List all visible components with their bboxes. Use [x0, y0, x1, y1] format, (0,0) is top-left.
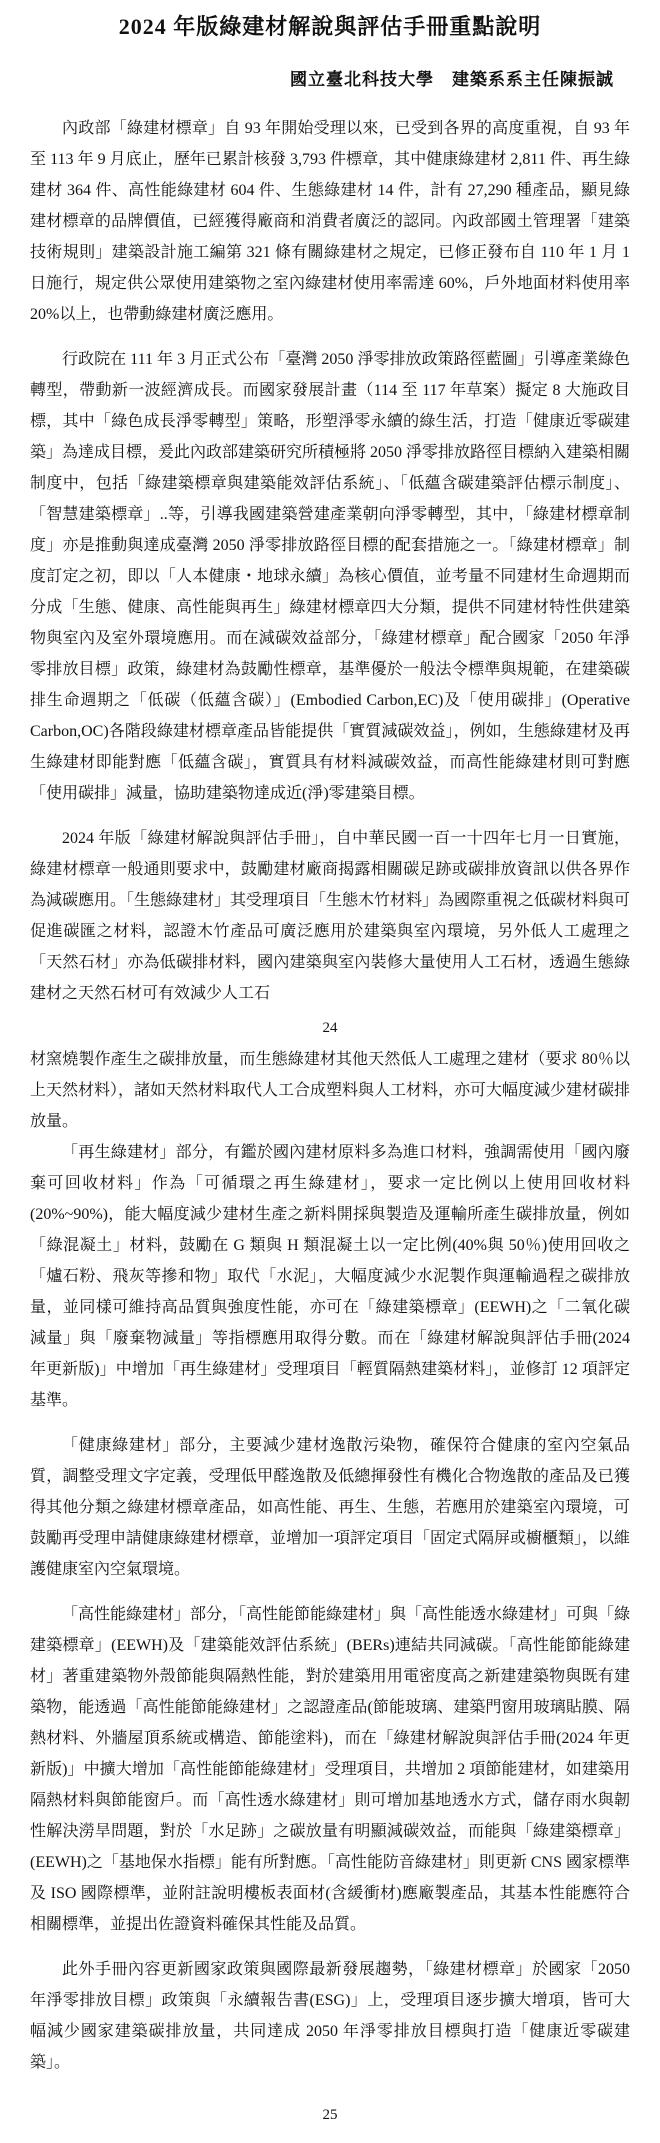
paragraph-4: 「再生綠建材」部分，有鑑於國內建材原料多為進口材料，強調需使用「國內廢棄可回收材料」作為「可循環之再生綠建材」，要求一定比例以上使用回收材料(20%~90%)，能大幅度減少建材生產之新料開採與製造及運輸所產生碳排放量，例如「綠混凝土」材料，鼓勵在 G 類與 H 類混凝土以一定比例(40%與 50％)使用回收之「爐石粉、飛灰等摻和物」取代「水泥」，大幅度減少水泥製作與運輸過程之碳排放量，並同樣可維持高品質與強度性能，亦可在「綠建築標章」(EEWH)之「二氧化碳減量」與「廢棄物減量」等指標應用取得分數。而在「綠建材解說與評估手冊(2024 年更新版)」中增加「再生綠建材」受理項目「輕質隔熱建築材料」，並修訂 12 項評定基準。	[30, 1144, 630, 1409]
document-title: 2024 年版綠建材解說與評估手冊重點說明	[118, 14, 542, 39]
paragraph-6: 「高性能綠建材」部分，「高性能節能綠建材」與「高性能透水綠建材」可與「綠建築標章」(EEWH)及「建築能效評估系統」(BERs)連結共同減碳。「高性能節能綠建材」著重建築物外殼節能與隔熱性能，對於建築用用電密度高之新建建築物與既有建築物，能透過「高性能節能綠建材」之認證產品(節能玻璃、建築門窗用玻璃貼膜、隔熱材料、外牆屋頂系統或構造、節能塗料)，而在「綠建材解說與評估手冊(2024 年更新版)」中擴大增加「高性能節能綠建材」受理項目，共增加 2 項節能建材，如建築用隔熱材料與節能窗戶。而「高性透水綠建材」則可增加基地透水方式，儲存雨水與韌性解決澇旱問題，對於「水足跡」之碳放量有明顯減碳效益，而能與「綠建築標章」(EEWH)之「基地保水指標」能有所對應。「高性能防音綠建材」則更新 CNS 國家標準及 ISO 國際標準，並附註說明樓板表面材(含緩衝材)應廠製產品，其基本性能應符合相關標準，並提出佐證資料確保其性能及品質。	[30, 1606, 631, 1933]
paragraph-7: 此外手冊內容更新國家政策與國際最新發展趨勢，「綠建材標章」於國家「2050 年淨零排放目標」政策與「永續報告書(ESG)」上，受理項目逐步擴大增項，皆可大幅減少國家建築碳排放量，共同達成 2050 年淨零排放目標與打造「健康近零碳建築」。	[30, 1961, 630, 2071]
paragraph-1: 內政部「綠建材標章」自 93 年開始受理以來，已受到各界的高度重視，自 93 年至 113 年 9 月底止，歷年已累計核發 3,793 件標章，其中健康綠建材 2,811 件、再生綠建材 364 件、高性能綠建材 604 件、生態綠建材 14 件，計有 27,290 種產品，顯見綠建材標章的品牌價值，已經獲得廠商和消費者廣泛的認同。內政部國土管理署「建築技術規則」建築設計施工編第 321 條有關綠建材之規定，已修正發布自 110 年 1 月 1 日施行，規定供公眾使用建築物之室內綠建材使用率需達 60%，戶外地面材料使用率 20%以上，也帶動綠建材廣泛應用。	[30, 120, 630, 323]
page-number-25: 25	[322, 2107, 338, 2123]
page-number-24: 24	[322, 1020, 338, 1036]
paragraph-3-part-1: 2024 年版「綠建材解說與評估手冊」，自中華民國一百一十四年七月一日實施，綠建材標章一般通則要求中，鼓勵建材廠商揭露相關碳足跡或碳排放資訊以供各界作為減碳應用。「生態綠建材」其受理項目「生態木竹材料」為國際重視之低碳材料與可促進碳匯之材料，認證木竹產品可廣泛應用於建築與室內環境，另外低人工處理之「天然石材」亦為低碳排材料，國內建築與室內裝修大量使用人工石材，透過生態綠建材之天然石材可有效減少人工石	[30, 830, 631, 1002]
paragraph-3-part-2: 材窯燒製作產生之碳排放量，而生態綠建材其他天然低人工處理之建材（要求 80％以上天然材料），諸如天然材料取代人工合成塑料與人工材料，亦可大幅度減少建材碳排放量。	[30, 1051, 631, 1130]
paragraph-5: 「健康綠建材」部分，主要減少建材逸散污染物，確保符合健康的室內空氣品質，調整受理文字定義，受理低甲醛逸散及低總揮發性有機化合物逸散的產品及已獲得其他分類之綠建材標章產品，如高性能、再生、生態，若應用於建築室內環境，可鼓勵再受理申請健康綠建材標章，並增加一項評定項目「固定式隔屏或櫥櫃類」，以維護健康室內空氣環境。	[30, 1437, 631, 1578]
author-line: 國立臺北科技大學 建築系系主任陳振誠	[290, 70, 614, 89]
paragraph-2: 行政院在 111 年 3 月正式公布「臺灣 2050 淨零排放政策路徑藍圖」引導產業綠色轉型，帶動新一波經濟成長。而國家發展計畫（114 至 117 年草案）擬定 8 大施政目標，其中「綠色成長淨零轉型」策略，形塑淨零永續的綠生活，打造「健康近零碳建築」為達成目標，爰此內政部建築研究所積極將 2050 淨零排放路徑目標納入建築相關制度中，包括「綠建築標章與建築能效評估系統」、「低蘊含碳建築評估標示制度」、「智慧建築標章」..等，引導我國建築營建產業朝向淨零轉型，其中，「綠建材標章制度」亦是推動與達成臺灣 2050 淨零排放路徑目標的配套措施之一。「綠建材標章」制度訂定之初，即以「人本健康・地球永續」為核心價值，並考量不同建材生命週期而分成「生態、健康、高性能與再生」綠建材標章四大分類，提供不同建材特性供建築物與室內及室外環境應用。而在減碳效益部分，「綠建材標章」配合國家「2050 年淨零排放目標」政策，綠建材為鼓勵性標章，基準優於一般法令標準與規範，在建築碳排生命週期之「低碳（低蘊含碳）」(Embodied Carbon,EC)及「使用碳排」(Operative Carbon,OC)各階段綠建材標章產品皆能提供「實質減碳效益」，例如，生態綠建材及再生綠建材即能對應「低蘊含碳」，實質具有材料減碳效益，而高性能綠建材則可對應「使用碳排」減量，協助建築物達成近(淨)零建築目標。	[30, 351, 631, 802]
